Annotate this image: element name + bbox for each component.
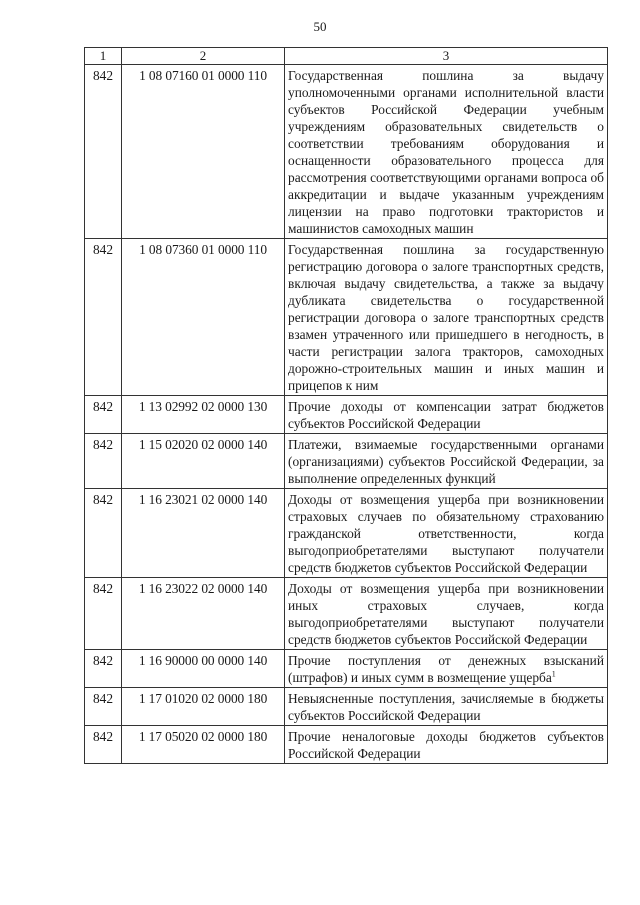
table-row: [85, 396, 608, 434]
revenue-description: Прочие доходы от компенсации затрат бюджетов субъектов Российской Федерации: [285, 396, 608, 434]
revenue-description: Доходы от возмещения ущерба при возникновении иных страховых случаев, когда выгодоприобретателями выступают получатели средств бюджетов субъектов Российской Федерации: [285, 578, 608, 650]
revenue-description: Государственная пошлина за выдачу уполномоченными органами исполнительной власти субъектов Российской Федерации учебным учреждениям образовательных свидетельств о соответствии требованиям оборудования и оснащенности образовательного процесса для рассмотрения соответствующими органами вопроса об аккредитации и выдаче указанным учреждениям лицензии на право подготовки трактористов и машинистов самоходных машин: [285, 65, 608, 239]
administrator-code: 842: [85, 239, 122, 396]
header-row: [85, 48, 608, 65]
budget-classification-code: 1 16 23021 02 0000 140: [122, 489, 285, 578]
budget-classification-code: 1 08 07160 01 0000 110: [122, 65, 285, 239]
budget-classification-code: 1 17 05020 02 0000 180: [122, 726, 285, 764]
administrator-code: 842: [85, 65, 122, 239]
revenue-description: Прочие неналоговые доходы бюджетов субъектов Российской Федерации: [285, 726, 608, 764]
table-row: [85, 65, 608, 239]
administrator-code: 842: [85, 489, 122, 578]
column-header-1: 1: [85, 48, 122, 65]
administrator-code: 842: [85, 650, 122, 688]
administrator-code: 842: [85, 688, 122, 726]
budget-classification-code: 1 08 07360 01 0000 110: [122, 239, 285, 396]
table-row: [85, 434, 608, 489]
revenue-description: Платежи, взимаемые государственными органами (организациями) субъектов Российской Федерации, за выполнение определенных функций: [285, 434, 608, 489]
revenue-description: [285, 650, 608, 688]
administrator-code: 842: [85, 434, 122, 489]
administrator-code: 842: [85, 578, 122, 650]
budget-classification-code: 1 16 90000 00 0000 140: [122, 650, 285, 688]
budget-classification-code: 1 16 23022 02 0000 140: [122, 578, 285, 650]
table-row: [85, 578, 608, 650]
administrator-code: 842: [85, 726, 122, 764]
table-row: [85, 688, 608, 726]
column-header-2: 2: [122, 48, 285, 65]
table-row: [85, 650, 608, 688]
budget-classification-code: 1 13 02992 02 0000 130: [122, 396, 285, 434]
budget-revenue-table: [84, 47, 608, 764]
table-row: [85, 726, 608, 764]
revenue-description-text: Прочие поступления от денежных взысканий (штрафов) и иных сумм в возмещение ущерба: [288, 653, 604, 685]
revenue-description: Государственная пошлина за государственную регистрацию договора о залоге транспортных средств, включая выдачу свидетельства, а также за выдачу дубликата свидетельства о государственной регистрации договора о залоге транспортных средств взамен утраченного или пришедшего в негодность, в части регистрации залога тракторов, самоходных дорожно-строительных машин и иных машин и прицепов к ним: [285, 239, 608, 396]
column-header-3: 3: [285, 48, 608, 65]
budget-classification-code: 1 15 02020 02 0000 140: [122, 434, 285, 489]
administrator-code: 842: [85, 396, 122, 434]
revenue-description: Невыясненные поступления, зачисляемые в бюджеты субъектов Российской Федерации: [285, 688, 608, 726]
table-row: [85, 239, 608, 396]
table-row: [85, 489, 608, 578]
page-number: 50: [313, 19, 327, 34]
budget-classification-code: 1 17 01020 02 0000 180: [122, 688, 285, 726]
revenue-description: Доходы от возмещения ущерба при возникновении страховых случаев по обязательному страхованию гражданской ответственности, когда выгодоприобретателями выступают получатели средств бюджетов субъектов Российской Федерации: [285, 489, 608, 578]
footnote-marker: 1: [551, 669, 556, 679]
